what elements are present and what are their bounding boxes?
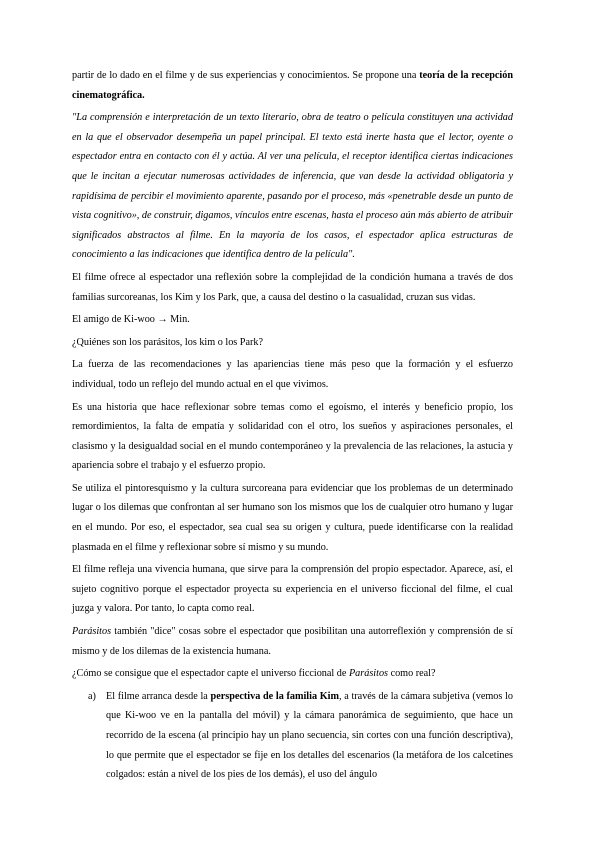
- question-real-text-1: ¿Cómo se consigue que el espectador capte el universo ficcional de: [72, 668, 349, 680]
- paragraph-friend: El amigo de Ki-woo → Min.: [72, 314, 190, 326]
- paragraph-self-reflection: [72, 622, 513, 661]
- question-real-text-2: como real?: [388, 668, 436, 680]
- paragraph-themes: Es una historia que hace reflexionar sobre temas como el egoísmo, el interés y beneficio propio, los remordimientos, la falta de empatía y solidaridad con el otro, los sueños y aspiraciones personales, el clasismo y la desigualdad social en el mundo contemporáneo y la prevalencia de las relaciones, la astucia y apariencia sobre el trabajo y el esfuerzo propio.: [72, 401, 513, 472]
- film-title-italic: Parásitos: [348, 668, 389, 680]
- paragraph-recommendations: La fuerza de las recomendaciones y las apariencias tiene más peso que la formación y el esfuerzo individual, todo un reflejo del mundo actual en el que vivimos.: [72, 359, 513, 390]
- paragraph-self-reflection-text: también "dice" cosas sobre el espectador que posibilitan una autorreflexión y comprensión de sí mismo y de los dilemas de la existencia humana.: [72, 626, 513, 657]
- paragraph-question-parasites: ¿Quiénes son los parásitos, los kim o los Park?: [72, 336, 263, 348]
- paragraph-question-real: [72, 664, 513, 684]
- film-title-italic: Parásitos: [72, 626, 112, 638]
- paragraph-intro: [72, 66, 513, 105]
- reception-theory-bold: teoría de la recepción cinematográfica.: [72, 70, 513, 101]
- quote-paragraph: "La comprensión e interpretación de un texto literario, obra de teatro o película constituyen una actividad en la que el observador desempeña un papel principal. El texto está inerte hasta que el lector, oyente o espectador entra en contacto con él y actúa. Al ver una película, el receptor identifica ciertas indicaciones que le incitan a ejecutar numerosas actividades de inferencia, que van desde la actividad obligatoria y rapidísima de percibir el movimiento aparente, pasando por el proceso, más «penetrable desde un punto de vista cognitivo», de construir, digamos, vínculos entre escenas, hasta el proceso aún más abierto de atribuir significados abstractos al filme. En la mayoría de los casos, el espectador aplica estructuras de conocimiento a las indicaciones que identifica dentro de la película".: [72, 112, 513, 261]
- paragraph-culture: Se utiliza el pintoresquismo y la cultura surcoreana para evidenciar que los problemas de un determinado lugar o los dilemas que confrontan al ser humano son los mismos que los de cualquier otro humano y lugar en el mundo. Por eso, el espectador, sea cual sea su origen y cultura, puede identificarse con la realidad plasmada en el filme y reflexionar sobre sí mismo y su mundo.: [72, 482, 513, 553]
- list-marker: a): [88, 690, 96, 702]
- paragraph-intro-text: partir de lo dado en el filme y de sus experiencias y conocimientos. Se propone una: [72, 70, 420, 81]
- kim-perspective-bold: perspectiva de la familia Kim: [210, 690, 339, 702]
- analysis-list: [72, 687, 513, 785]
- paragraph-families: El filme ofrece al espectador una reflexión sobre la complejidad de la condición humana a través de dos familias surcoreanas, los Kim y los Park, que, a causa del destino o la casualidad, cruzan sus vidas.: [72, 271, 513, 303]
- list-item-text-2: , a través de la cámara subjetiva (vemos lo que Ki-woo ve en la pantalla del móvil) y la cámara panorámica de seguimiento, que hace un recorrido de la escena (al principio hay un plano secuencia, sin cortes con una función descriptiva), lo que permite que el espectador se fije en los detalles del escenarios (la metáfora de los calcetines colgados: están a nivel de los pies de los demás), el uso del ángulo: [106, 690, 513, 781]
- paragraph-human-experience: El filme refleja una vivencia humana, que sirve para la comprensión del propio espectador. Aparece, así, el sujeto cognitivo porque el espectador proyecta su experiencia en el universo ficcional del filme, el cual juzga y valora. Por tanto, lo capta como real.: [72, 564, 513, 615]
- list-item-text-1: El filme arranca desde la: [106, 690, 211, 702]
- list-item: [72, 687, 513, 785]
